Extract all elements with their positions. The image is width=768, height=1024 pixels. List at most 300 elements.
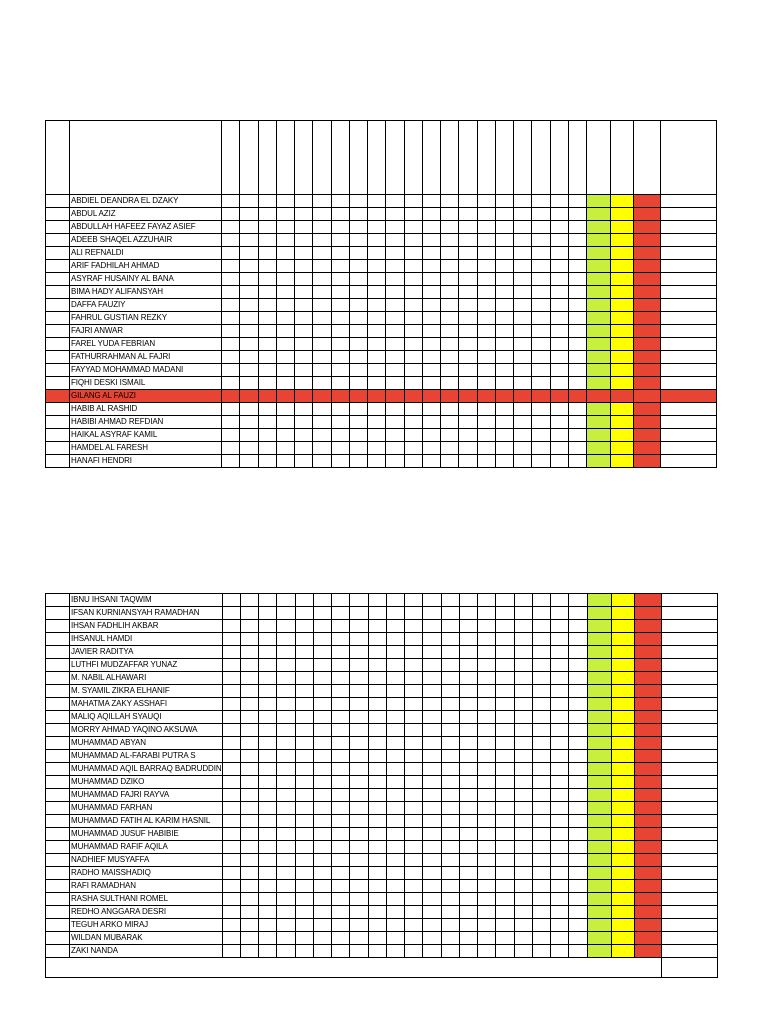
red-cell [634, 195, 661, 208]
score-cell [514, 815, 532, 828]
score-cell [259, 789, 277, 802]
red-cell [634, 672, 661, 685]
score-cell [386, 299, 404, 312]
score-cell [386, 698, 404, 711]
table-row [46, 234, 717, 247]
header-cell [441, 121, 459, 195]
score-cell [313, 273, 331, 286]
score-cell [441, 377, 459, 390]
score-cell [368, 338, 386, 351]
note-cell [661, 208, 717, 221]
red-cell [634, 841, 661, 854]
score-cell [441, 672, 459, 685]
score-cell [349, 325, 367, 338]
score-cell [568, 234, 586, 247]
red-cell [634, 659, 661, 672]
score-cell [258, 221, 276, 234]
score-cell [532, 867, 550, 880]
score-cell [551, 932, 569, 945]
score-cell [240, 607, 258, 620]
score-cell [331, 221, 349, 234]
score-cell [404, 273, 422, 286]
score-cell [331, 442, 349, 455]
score-cell [532, 685, 550, 698]
score-cell [277, 594, 295, 607]
score-cell [313, 594, 331, 607]
score-cell [259, 802, 277, 815]
score-cell [332, 854, 350, 867]
score-cell [514, 776, 532, 789]
green-cell [587, 919, 611, 932]
note-cell [661, 234, 717, 247]
note-cell [661, 893, 717, 906]
score-cell [496, 659, 514, 672]
score-cell [368, 802, 386, 815]
score-cell [514, 789, 532, 802]
score-cell [295, 299, 313, 312]
score-cell [514, 750, 532, 763]
score-cell [350, 724, 368, 737]
note-cell [661, 724, 717, 737]
score-cell [532, 390, 550, 403]
number-cell [46, 828, 70, 841]
red-cell [634, 416, 661, 429]
score-cell [313, 659, 331, 672]
score-cell [368, 711, 386, 724]
score-cell [222, 815, 240, 828]
score-cell [258, 260, 276, 273]
yellow-cell [611, 299, 634, 312]
score-cell [259, 620, 277, 633]
score-cell [459, 945, 477, 958]
score-cell [478, 607, 496, 620]
score-cell [423, 945, 441, 958]
score-cell [514, 208, 532, 221]
score-cell [496, 841, 514, 854]
student-name: FAREL YUDA FEBRIAN [70, 338, 222, 351]
score-cell [240, 867, 258, 880]
score-cell [259, 685, 277, 698]
score-cell [569, 633, 587, 646]
score-cell [404, 364, 422, 377]
score-cell [259, 711, 277, 724]
student-name: IFSAN KURNIANSYAH RAMADHAN [70, 607, 223, 620]
score-cell [478, 945, 496, 958]
score-cell [441, 390, 459, 403]
note-cell [661, 841, 717, 854]
score-cell [422, 403, 440, 416]
yellow-cell [611, 594, 634, 607]
header-cell [386, 121, 404, 195]
score-cell [477, 351, 495, 364]
green-cell [587, 260, 611, 273]
yellow-cell [611, 234, 634, 247]
score-cell [386, 659, 404, 672]
score-cell [386, 442, 404, 455]
score-cell [459, 932, 477, 945]
score-cell [495, 299, 513, 312]
number-cell [46, 234, 70, 247]
score-cell [478, 711, 496, 724]
score-cell [368, 698, 386, 711]
score-cell [532, 455, 550, 468]
score-cell [277, 854, 295, 867]
score-cell [240, 854, 258, 867]
score-cell [258, 273, 276, 286]
score-cell [295, 234, 313, 247]
score-cell [514, 273, 532, 286]
score-cell [532, 789, 550, 802]
score-cell [277, 932, 295, 945]
score-cell [405, 724, 423, 737]
green-cell [587, 377, 611, 390]
score-cell [222, 867, 240, 880]
score-cell [423, 620, 441, 633]
score-cell [422, 208, 440, 221]
score-cell [276, 195, 294, 208]
score-cell [459, 659, 477, 672]
score-cell [478, 893, 496, 906]
score-cell [514, 377, 532, 390]
score-cell [404, 247, 422, 260]
score-cell [386, 828, 404, 841]
note-cell [661, 750, 717, 763]
score-cell [568, 195, 586, 208]
score-cell [532, 260, 550, 273]
score-cell [496, 789, 514, 802]
score-cell [405, 867, 423, 880]
score-cell [295, 195, 313, 208]
green-cell [587, 607, 611, 620]
score-cell [240, 429, 258, 442]
score-cell [222, 828, 240, 841]
score-cell [532, 750, 550, 763]
score-cell [514, 893, 532, 906]
score-cell [514, 247, 532, 260]
score-cell [422, 377, 440, 390]
score-cell [551, 815, 569, 828]
score-cell [332, 893, 350, 906]
score-cell [551, 594, 569, 607]
header-cell [514, 121, 532, 195]
score-cell [276, 455, 294, 468]
score-cell [368, 403, 386, 416]
score-cell [240, 880, 258, 893]
score-cell [569, 880, 587, 893]
score-cell [240, 620, 258, 633]
score-cell [569, 646, 587, 659]
score-cell [258, 364, 276, 377]
score-cell [423, 646, 441, 659]
number-cell [46, 659, 70, 672]
score-cell [550, 455, 568, 468]
score-cell [240, 906, 258, 919]
score-cell [332, 828, 350, 841]
note-cell [661, 260, 717, 273]
score-cell [404, 416, 422, 429]
score-cell [313, 672, 331, 685]
yellow-cell [611, 646, 634, 659]
student-name: HABIBI AHMAD REFDIAN [70, 416, 222, 429]
score-cell [331, 390, 349, 403]
score-cell [478, 880, 496, 893]
header-cell [222, 121, 240, 195]
yellow-cell [611, 455, 634, 468]
score-cell [350, 672, 368, 685]
score-cell [386, 672, 404, 685]
table-row [46, 325, 717, 338]
red-cell [634, 351, 661, 364]
score-cell [495, 377, 513, 390]
score-cell [551, 880, 569, 893]
score-cell [550, 403, 568, 416]
score-cell [405, 841, 423, 854]
score-cell [295, 325, 313, 338]
number-cell [46, 724, 70, 737]
score-cell [368, 789, 386, 802]
score-cell [532, 364, 550, 377]
student-name: MUHAMMAD AL-FARABI PUTRA S [70, 750, 223, 763]
score-cell [422, 351, 440, 364]
score-cell [222, 659, 240, 672]
number-cell [46, 403, 70, 416]
score-cell [532, 594, 550, 607]
score-cell [514, 698, 532, 711]
score-cell [568, 351, 586, 364]
score-cell [277, 672, 295, 685]
student-name: ABDUL AZIZ [70, 208, 222, 221]
table-row [46, 364, 717, 377]
score-cell [459, 620, 477, 633]
score-cell [349, 247, 367, 260]
score-cell [222, 390, 240, 403]
score-cell [551, 867, 569, 880]
score-cell [350, 815, 368, 828]
green-cell [587, 672, 611, 685]
score-cell [532, 646, 550, 659]
score-cell [495, 455, 513, 468]
yellow-cell [611, 351, 634, 364]
red-cell [634, 377, 661, 390]
score-cell [386, 607, 404, 620]
score-cell [495, 390, 513, 403]
score-cell [313, 932, 331, 945]
table-row [46, 828, 718, 841]
score-cell [496, 880, 514, 893]
number-cell [46, 750, 70, 763]
score-cell [404, 442, 422, 455]
yellow-cell [611, 854, 634, 867]
score-cell [277, 607, 295, 620]
score-cell [350, 789, 368, 802]
student-name: MUHAMMAD FATIH AL KARIM HASNIL [70, 815, 223, 828]
score-cell [569, 893, 587, 906]
yellow-cell [611, 763, 634, 776]
table-row [46, 659, 718, 672]
score-cell [295, 260, 313, 273]
number-cell [46, 390, 70, 403]
yellow-cell [611, 932, 634, 945]
score-cell [404, 221, 422, 234]
score-cell [568, 286, 586, 299]
score-cell [551, 945, 569, 958]
red-cell [634, 945, 661, 958]
score-cell [514, 711, 532, 724]
score-cell [569, 594, 587, 607]
score-cell [240, 633, 258, 646]
header-cell [240, 121, 258, 195]
score-cell [514, 594, 532, 607]
score-cell [295, 906, 313, 919]
green-cell [587, 815, 611, 828]
table-row [46, 841, 718, 854]
score-cell [332, 945, 350, 958]
red-cell [634, 594, 661, 607]
score-cell [277, 880, 295, 893]
score-cell [259, 880, 277, 893]
score-cell [331, 338, 349, 351]
student-name: ABDULLAH HAFEEZ FAYAZ ASIEF [70, 221, 222, 234]
score-cell [423, 906, 441, 919]
score-cell [350, 659, 368, 672]
score-cell [240, 286, 258, 299]
student-name: MUHAMMAD JUSUF HABIBIE [70, 828, 223, 841]
green-cell [587, 841, 611, 854]
yellow-cell [611, 429, 634, 442]
score-cell [332, 646, 350, 659]
note-cell [661, 247, 717, 260]
table-row [46, 273, 717, 286]
score-cell [295, 828, 313, 841]
number-cell [46, 815, 70, 828]
score-cell [295, 403, 313, 416]
score-cell [295, 390, 313, 403]
score-cell [222, 594, 240, 607]
score-cell [349, 208, 367, 221]
score-cell [459, 750, 477, 763]
number-cell [46, 208, 70, 221]
score-cell [441, 867, 459, 880]
score-cell [405, 828, 423, 841]
student-name: ASYRAF HUSAINY AL BANA [70, 273, 222, 286]
red-cell [634, 737, 661, 750]
score-cell [404, 377, 422, 390]
student-name: ABDIEL DEANDRA EL DZAKY [70, 195, 222, 208]
score-cell [405, 685, 423, 698]
score-cell [368, 867, 386, 880]
score-cell [295, 919, 313, 932]
number-cell [46, 195, 70, 208]
header-cell [368, 121, 386, 195]
score-cell [405, 880, 423, 893]
score-cell [496, 828, 514, 841]
score-cell [331, 208, 349, 221]
score-cell [386, 195, 404, 208]
number-cell [46, 325, 70, 338]
score-cell [386, 724, 404, 737]
score-cell [332, 932, 350, 945]
score-cell [295, 815, 313, 828]
green-cell [587, 698, 611, 711]
score-cell [478, 854, 496, 867]
score-cell [477, 247, 495, 260]
student-name: MUHAMMAD ABYAN [70, 737, 223, 750]
note-cell [661, 416, 717, 429]
yellow-cell [611, 273, 634, 286]
score-cell [222, 906, 240, 919]
score-cell [514, 286, 532, 299]
score-cell [423, 594, 441, 607]
score-cell [532, 776, 550, 789]
score-cell [222, 208, 240, 221]
score-cell [496, 893, 514, 906]
score-cell [240, 299, 258, 312]
green-cell [587, 273, 611, 286]
score-cell [441, 919, 459, 932]
score-cell [405, 633, 423, 646]
note-cell [661, 633, 717, 646]
note-cell [661, 442, 717, 455]
score-cell [569, 659, 587, 672]
score-cell [441, 724, 459, 737]
score-cell [313, 789, 331, 802]
score-cell [259, 633, 277, 646]
note-cell [661, 646, 717, 659]
score-cell [495, 325, 513, 338]
score-cell [404, 455, 422, 468]
student-name: HAMDEL AL FARESH [70, 442, 222, 455]
score-cell [313, 429, 331, 442]
score-cell [441, 195, 459, 208]
score-cell [569, 698, 587, 711]
red-cell [634, 455, 661, 468]
score-cell [423, 672, 441, 685]
table-row [46, 724, 718, 737]
score-cell [532, 607, 550, 620]
score-cell [386, 711, 404, 724]
score-cell [459, 403, 477, 416]
score-cell [569, 685, 587, 698]
score-cell [277, 737, 295, 750]
score-cell [295, 776, 313, 789]
score-cell [386, 633, 404, 646]
red-cell [634, 854, 661, 867]
score-cell [331, 455, 349, 468]
table-row [46, 338, 717, 351]
score-cell [277, 685, 295, 698]
score-cell [222, 312, 240, 325]
table-row [46, 351, 717, 364]
score-cell [550, 442, 568, 455]
score-cell [478, 841, 496, 854]
score-cell [313, 945, 331, 958]
red-cell [634, 906, 661, 919]
score-cell [477, 416, 495, 429]
score-cell [459, 841, 477, 854]
score-cell [295, 750, 313, 763]
number-cell [46, 789, 70, 802]
score-cell [405, 672, 423, 685]
green-cell [587, 750, 611, 763]
score-cell [459, 351, 477, 364]
note-cell [661, 698, 717, 711]
yellow-cell [611, 802, 634, 815]
note-cell [661, 789, 717, 802]
green-cell [587, 594, 611, 607]
note-cell [661, 620, 717, 633]
score-cell [386, 763, 404, 776]
score-cell [368, 377, 386, 390]
